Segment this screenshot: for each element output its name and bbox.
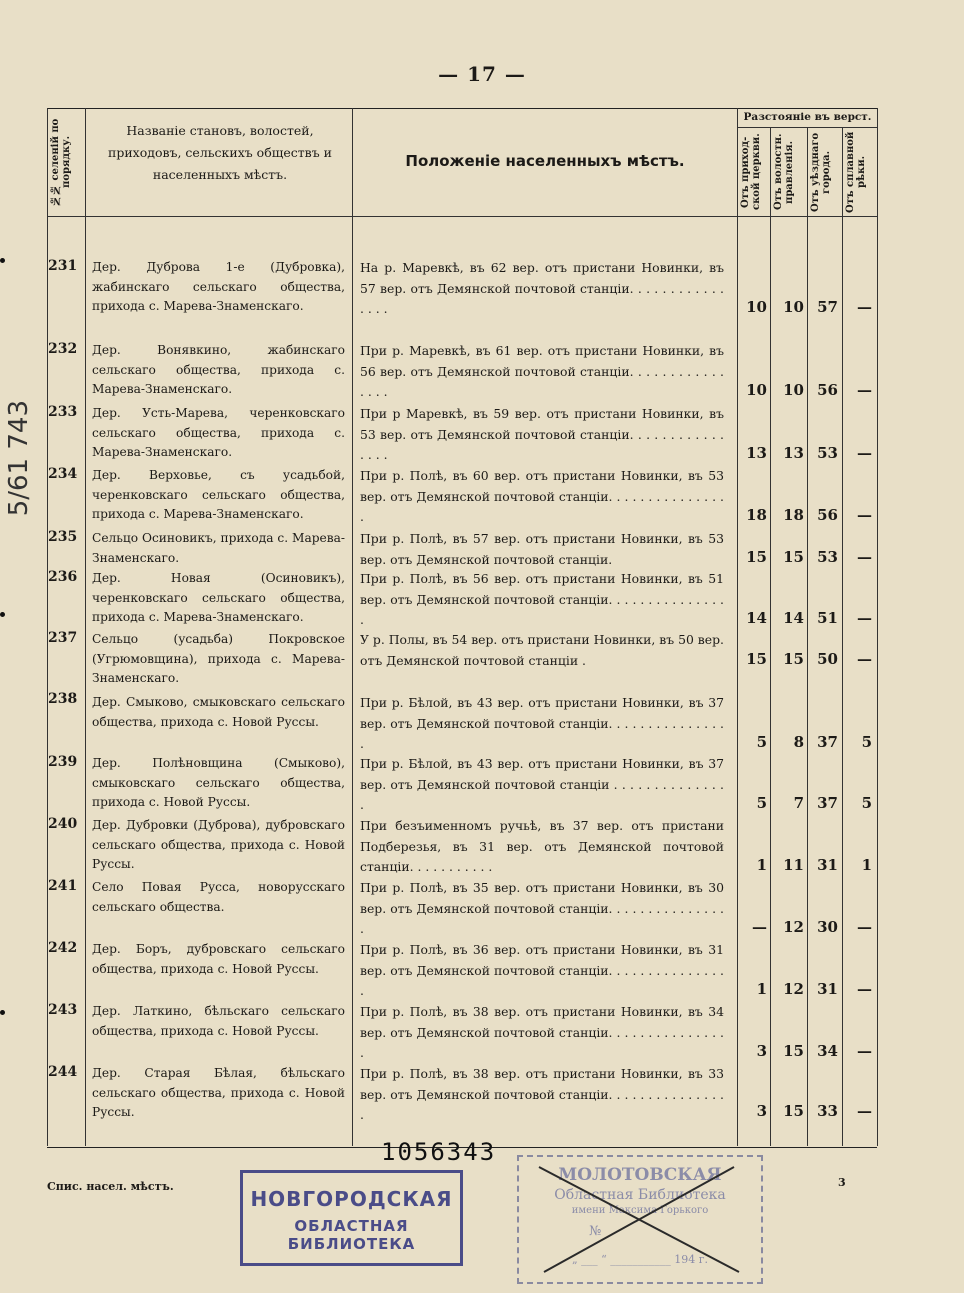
row-number: 231 (48, 258, 78, 274)
row-dist-volost: 13 (783, 444, 804, 462)
row-number: 243 (48, 1002, 78, 1018)
row-dist-church: 5 (756, 733, 767, 751)
row-number: 237 (48, 630, 78, 646)
row-dist-volost: 10 (783, 298, 804, 316)
header-dist-volost: Отъ волостн. правленія. (773, 133, 795, 211)
row-dist-church: 10 (746, 298, 767, 316)
row-name: Дер. Старая Бѣлая, бѣльскаго сельскаго общества, прихода с. Новой Руссы. (92, 1066, 345, 1119)
stamp-line: Областная Библиотека (554, 1187, 726, 1203)
row-position: При р. Полѣ, въ 36 вер. отъ пристани Новинки, въ 31 вер. отъ Демянской почтовой станціи. . . . . . . . . . . . . . . . (360, 942, 724, 998)
row-name: Дер. Полѣновщина (Смыково), смыковскаго сельскаго общества, прихода с. Новой Руссы. (92, 756, 345, 809)
page-number: — 17 — (438, 62, 526, 86)
row-dist-city: 31 (817, 980, 838, 998)
row-dist-city: 53 (817, 444, 838, 462)
row-name: Сельцо (усадьба) Покровское (Угрюмовщина), прихода с. Марева-Знаменскаго. (92, 632, 345, 685)
row-dist-volost: 12 (783, 918, 804, 936)
row-position: При р. Маревкѣ, въ 61 вер. отъ пристани Новинки, въ 56 вер. отъ Демянской почтовой станціи. . . . . . . . . . . . . . . . (360, 343, 724, 399)
row-name: Дер. Дуброва 1-е (Дубровка), жабинскаго сельскаго общества, прихода с. Марева-Знаменскаго. (92, 260, 345, 313)
header-name: Названіе становъ, волостей, приходовъ, сельскихъ обществъ и населенныхъ мѣстъ. (108, 123, 332, 182)
row-dist-river: — (857, 444, 872, 462)
row-number: 239 (48, 754, 78, 770)
row-dist-volost: 7 (793, 794, 804, 812)
row-name: Дер. Смыково, смыковскаго сельскаго общества, прихода с. Новой Руссы. (92, 695, 345, 729)
row-dist-volost: 15 (783, 1042, 804, 1060)
row-dist-church: 13 (746, 444, 767, 462)
row-dist-volost: 12 (783, 980, 804, 998)
row-dist-volost: 18 (783, 506, 804, 524)
footer-sheet-number: 3 (838, 1176, 846, 1189)
header-position: Положеніе населенныхъ мѣстъ. (405, 152, 685, 170)
row-position: У р. Полы, въ 54 вер. отъ пристани Новинки, въ 50 вер. отъ Демянской почтовой станціи . (360, 632, 724, 668)
row-dist-church: 3 (756, 1102, 767, 1120)
molotov-library-stamp (517, 1155, 763, 1284)
row-position: При р. Полѣ, въ 38 вер. отъ пристани Новинки, въ 33 вер. отъ Демянской почтовой станціи. . . . . . . . . . . . . . . . (360, 1066, 724, 1122)
row-number: 240 (48, 816, 78, 832)
column-rule (352, 108, 353, 1146)
row-dist-volost: 11 (783, 856, 804, 874)
row-dist-river: — (857, 1102, 872, 1120)
row-dist-city: 56 (817, 381, 838, 399)
row-dist-city: 51 (817, 609, 838, 627)
row-number: 235 (48, 529, 78, 545)
row-dist-volost: 15 (783, 1102, 804, 1120)
row-position: При р. Бѣлой, въ 43 вер. отъ пристани Новинки, въ 37 вер. отъ Демянской почтовой станціи. . . . . . . . . . . . . . . . (360, 695, 724, 751)
row-name: Дер. Усть-Марева, черенковскаго сельскаго общества, прихода с. Марева-Знаменскаго. (92, 406, 345, 459)
stamp-line: ОБЛАСТНАЯ БИБЛИОТЕКА (287, 1217, 416, 1253)
row-position: При р. Бѣлой, въ 43 вер. отъ пристани Новинки, въ 37 вер. отъ Демянской почтовой станціи . . . . . . . . . . . . . . . (360, 756, 724, 812)
header-rule (47, 216, 877, 217)
row-number: 234 (48, 466, 78, 482)
row-dist-city: 30 (817, 918, 838, 936)
row-dist-volost: 14 (783, 609, 804, 627)
row-position: При р. Полѣ, въ 60 вер. отъ пристани Новинки, въ 53 вер. отъ Демянской почтовой станціи. . . . . . . . . . . . . . . . (360, 468, 724, 524)
row-dist-city: 37 (817, 733, 838, 751)
row-dist-river: 5 (861, 733, 872, 751)
column-rule (85, 108, 86, 1146)
row-number: 242 (48, 940, 78, 956)
row-name: Дер. Новая (Осиновикъ), черенковскаго сельскаго общества, прихода с. Марева-Знаменскаго. (92, 571, 345, 624)
stamp-cancel-cross (519, 1157, 761, 1282)
row-name: Сельцо Осиновикъ, прихода с. Марева-Знаменскаго. (92, 531, 345, 565)
row-position: При безъименномъ ручьѣ, въ 37 вер. отъ пристани Подберезья, въ 31 вер. отъ Демянской почтовой станціи. . . . . . . . . . . (360, 818, 724, 874)
row-position: При р. Полѣ, въ 57 вер. отъ пристани Новинки, въ 53 вер. отъ Демянской почтовой станціи. (360, 531, 724, 567)
margin-mark (0, 258, 5, 263)
row-dist-city: 56 (817, 506, 838, 524)
row-dist-city: 34 (817, 1042, 838, 1060)
row-dist-church: 5 (756, 794, 767, 812)
row-number: 236 (48, 569, 78, 585)
row-dist-river: — (857, 650, 872, 668)
stamp-line: НОВГОРОДСКАЯ (250, 1187, 453, 1211)
side-handwriting: 5/61 743 (4, 400, 34, 517)
row-dist-city: 53 (817, 548, 838, 566)
row-dist-church: — (752, 918, 767, 936)
header-distance-group: Разстояніе въ верст. (743, 111, 872, 123)
row-dist-volost: 8 (793, 733, 804, 751)
row-dist-church: 15 (746, 548, 767, 566)
row-dist-river: — (857, 381, 872, 399)
footer-signature: Спис. насел. мѣстъ. (47, 1180, 174, 1193)
row-position: При р. Полѣ, въ 35 вер. отъ пристани Новинки, въ 30 вер. отъ Демянской почтовой станціи. . . . . . . . . . . . . . . . (360, 880, 724, 936)
novgorod-library-stamp (240, 1170, 463, 1266)
row-dist-river: — (857, 609, 872, 627)
row-dist-church: 15 (746, 650, 767, 668)
margin-mark (0, 1010, 5, 1015)
row-name: Дер. Латкино, бѣльскаго сельскаго общества, прихода с. Новой Руссы. (92, 1004, 345, 1038)
row-dist-city: 31 (817, 856, 838, 874)
row-name: Дер. Боръ, дубровскаго сельскаго общества, прихода с. Новой Руссы. (92, 942, 345, 976)
row-name: Дер. Вонявкино, жабинскаго сельскаго общества, прихода с. Марева-Знаменскаго. (92, 343, 345, 396)
stamp-line: „ ___ “ ___________ 194 г. (571, 1253, 709, 1266)
row-dist-city: 50 (817, 650, 838, 668)
row-dist-city: 37 (817, 794, 838, 812)
row-dist-church: 14 (746, 609, 767, 627)
row-name: Село Повая Русса, новорусскаго сельскаго общества. (92, 880, 345, 914)
row-number: 244 (48, 1064, 78, 1080)
row-dist-church: 18 (746, 506, 767, 524)
row-dist-volost: 10 (783, 381, 804, 399)
row-dist-river: 1 (861, 856, 872, 874)
row-dist-church: 1 (756, 980, 767, 998)
row-dist-river: — (857, 506, 872, 524)
margin-mark (0, 612, 5, 617)
row-dist-river: — (857, 298, 872, 316)
row-dist-river: 5 (861, 794, 872, 812)
row-dist-volost: 15 (783, 650, 804, 668)
row-dist-church: 10 (746, 381, 767, 399)
column-rule (877, 108, 878, 1146)
row-number: 233 (48, 404, 78, 420)
row-position: При р. Полѣ, въ 56 вер. отъ пристани Новинки, въ 51 вер. отъ Демянской почтовой станціи. . . . . . . . . . . . . . . . (360, 571, 724, 627)
row-dist-city: 57 (817, 298, 838, 316)
header-dist-city: Отъ уѣзднаго города. (810, 132, 832, 212)
row-dist-church: 1 (756, 856, 767, 874)
row-dist-church: 3 (756, 1042, 767, 1060)
row-position: При р Маревкѣ, въ 59 вер. отъ пристани Новинки, въ 53 вер. отъ Демянской почтовой станціи. . . . . . . . . . . . . . . . (360, 406, 724, 462)
stamp-line: имени Максима Горького (571, 1205, 709, 1216)
row-position: На р. Маревкѣ, въ 62 вер. отъ пристани Новинки, въ 57 вер. отъ Демянской почтовой станціи. . . . . . . . . . . . . . . . (360, 260, 724, 316)
row-number: 241 (48, 878, 78, 894)
row-dist-river: — (857, 980, 872, 998)
row-number: 232 (48, 341, 78, 357)
stamp-line: № (589, 1224, 602, 1239)
header-num: №№ селеній по порядку. (50, 118, 72, 206)
row-name: Дер. Верховье, съ усадьбой, черенковскаго сельскаго общества, прихода с. Марева-Знаменскаго. (92, 468, 345, 521)
row-dist-river: — (857, 1042, 872, 1060)
row-name: Дер. Дубровки (Дуброва), дубровскаго сельскаго общества, прихода с. Новой Руссы. (92, 818, 345, 871)
stamp-line: МОЛОТОВСКАЯ (558, 1165, 722, 1185)
header-dist-church: Отъ приход-ской церкви. (740, 133, 762, 211)
handwritten-inventory-number: 1056343 (381, 1138, 497, 1166)
row-dist-river: — (857, 548, 872, 566)
row-dist-city: 33 (817, 1102, 838, 1120)
row-dist-volost: 15 (783, 548, 804, 566)
header-dist-river: Отъ сплавной рѣки. (845, 131, 867, 213)
row-number: 238 (48, 691, 78, 707)
row-dist-river: — (857, 918, 872, 936)
row-position: При р. Полѣ, въ 38 вер. отъ пристани Новинки, въ 34 вер. отъ Демянской почтовой станціи. . . . . . . . . . . . . . . . (360, 1004, 724, 1060)
